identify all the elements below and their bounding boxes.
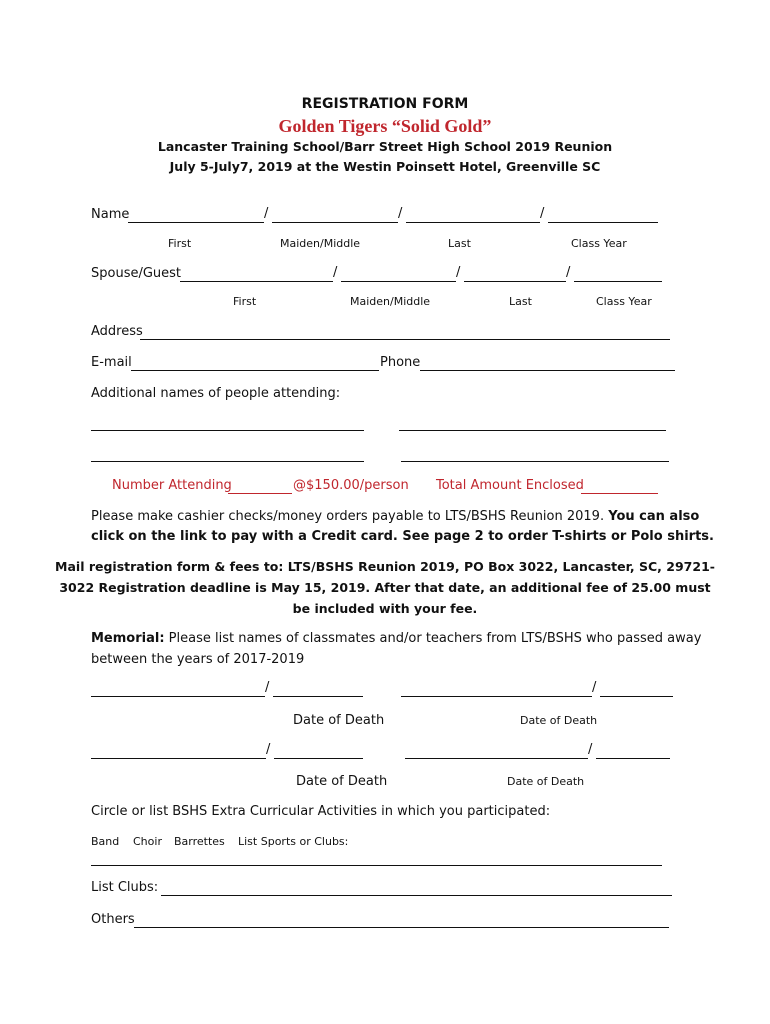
total-enclosed-field[interactable] <box>581 493 658 494</box>
additional-name-field[interactable] <box>91 461 364 462</box>
payment-instructions: Please make cashier checks/money orders payable to LTS/BSHS Reunion 2019. You can also <box>91 509 700 524</box>
spouse-maiden-field[interactable] <box>341 281 456 282</box>
credit-card-note: click on the link to pay with a Credit card. See page 2 to order T-shirts or Polo shirts. <box>91 529 714 544</box>
clubs-field[interactable] <box>161 895 672 896</box>
phone-label: Phone <box>380 355 421 370</box>
form-subtitle: Golden Tigers “Solid Gold” <box>278 116 492 136</box>
number-attending-label: Number Attending <box>112 478 232 493</box>
separator: / <box>264 206 269 221</box>
name-label: Name <box>91 207 130 222</box>
memorial-date-field[interactable] <box>274 758 363 759</box>
activities-prompt: Circle or list BSHS Extra Curricular Activities in which you participated: <box>91 804 551 819</box>
separator: / <box>333 265 338 280</box>
form-title: REGISTRATION FORM <box>301 96 469 112</box>
price-per-person: @$150.00/person <box>293 478 409 493</box>
spouse-class-year-caption: Class Year <box>596 295 652 308</box>
email-label: E-mail <box>91 355 132 370</box>
memorial-name-field[interactable] <box>91 696 265 697</box>
separator: / <box>398 206 403 221</box>
last-name-field[interactable] <box>406 222 540 223</box>
additional-names-label: Additional names of people attending: <box>91 386 341 401</box>
mail-instructions-line2: 3022 Registration deadline is May 15, 2019. After that date, an additional fee of 25.00 must <box>59 580 711 595</box>
spouse-first-field[interactable] <box>180 281 333 282</box>
first-name-field[interactable] <box>128 222 264 223</box>
date-of-death-caption: Date of Death <box>520 714 598 727</box>
maiden-caption: Maiden/Middle <box>280 237 361 250</box>
memorial-name-field[interactable] <box>401 696 592 697</box>
memorial-date-field[interactable] <box>273 696 363 697</box>
activity-band[interactable]: Band <box>91 835 120 848</box>
separator: / <box>588 742 593 757</box>
class-year-caption: Class Year <box>571 237 627 250</box>
mail-instructions-line1: Mail registration form & fees to: LTS/BSHS Reunion 2019, PO Box 3022, Lancaster, SC, 29721- <box>55 559 715 574</box>
others-field[interactable] <box>134 927 669 928</box>
number-attending-field[interactable] <box>228 493 292 494</box>
spouse-last-caption: Last <box>509 295 532 308</box>
phone-field[interactable] <box>420 370 675 371</box>
spouse-first-caption: First <box>233 295 257 308</box>
memorial-date-field[interactable] <box>596 758 670 759</box>
total-enclosed-label: Total Amount Enclosed <box>436 478 584 493</box>
memorial-date-field[interactable] <box>600 696 673 697</box>
memorial-name-field[interactable] <box>405 758 588 759</box>
date-of-death-caption: Date of Death <box>293 713 385 728</box>
additional-name-field[interactable] <box>401 461 669 462</box>
spouse-class-year-field[interactable] <box>574 281 662 282</box>
additional-name-field[interactable] <box>399 430 666 431</box>
spouse-maiden-caption: Maiden/Middle <box>350 295 431 308</box>
activity-barrettes[interactable]: Barrettes <box>174 835 225 848</box>
list-sports-label: List Sports or Clubs: <box>238 835 349 848</box>
separator: / <box>540 206 545 221</box>
memorial-name-field[interactable] <box>91 758 266 759</box>
separator: / <box>592 680 597 695</box>
mail-instructions-line3: be included with your fee. <box>292 601 478 616</box>
date-of-death-caption: Date of Death <box>296 774 388 789</box>
separator: / <box>266 742 271 757</box>
spouse-last-field[interactable] <box>464 281 566 282</box>
others-label: Others <box>91 912 135 927</box>
separator: / <box>265 680 270 695</box>
last-caption: Last <box>448 237 471 250</box>
spouse-label: Spouse/Guest <box>91 266 182 281</box>
sports-clubs-field[interactable] <box>91 865 662 866</box>
reunion-title: Lancaster Training School/Barr Street High School 2019 Reunion <box>157 139 613 154</box>
date-of-death-caption: Date of Death <box>507 775 585 788</box>
address-label: Address <box>91 324 143 339</box>
first-caption: First <box>168 237 192 250</box>
list-clubs-label: List Clubs: <box>91 880 159 895</box>
memorial-years: between the years of 2017-2019 <box>91 652 305 667</box>
separator: / <box>566 265 571 280</box>
activity-choir[interactable]: Choir <box>133 835 162 848</box>
additional-name-field[interactable] <box>91 430 364 431</box>
address-field[interactable] <box>140 339 670 340</box>
maiden-name-field[interactable] <box>272 222 398 223</box>
class-year-field[interactable] <box>548 222 658 223</box>
separator: / <box>456 265 461 280</box>
email-field[interactable] <box>131 370 379 371</box>
memorial-text: Memorial: Please list names of classmates and/or teachers from LTS/BSHS who passed away <box>91 631 702 646</box>
reunion-dates: July 5-July7, 2019 at the Westin Poinsett Hotel, Greenville SC <box>169 159 601 174</box>
